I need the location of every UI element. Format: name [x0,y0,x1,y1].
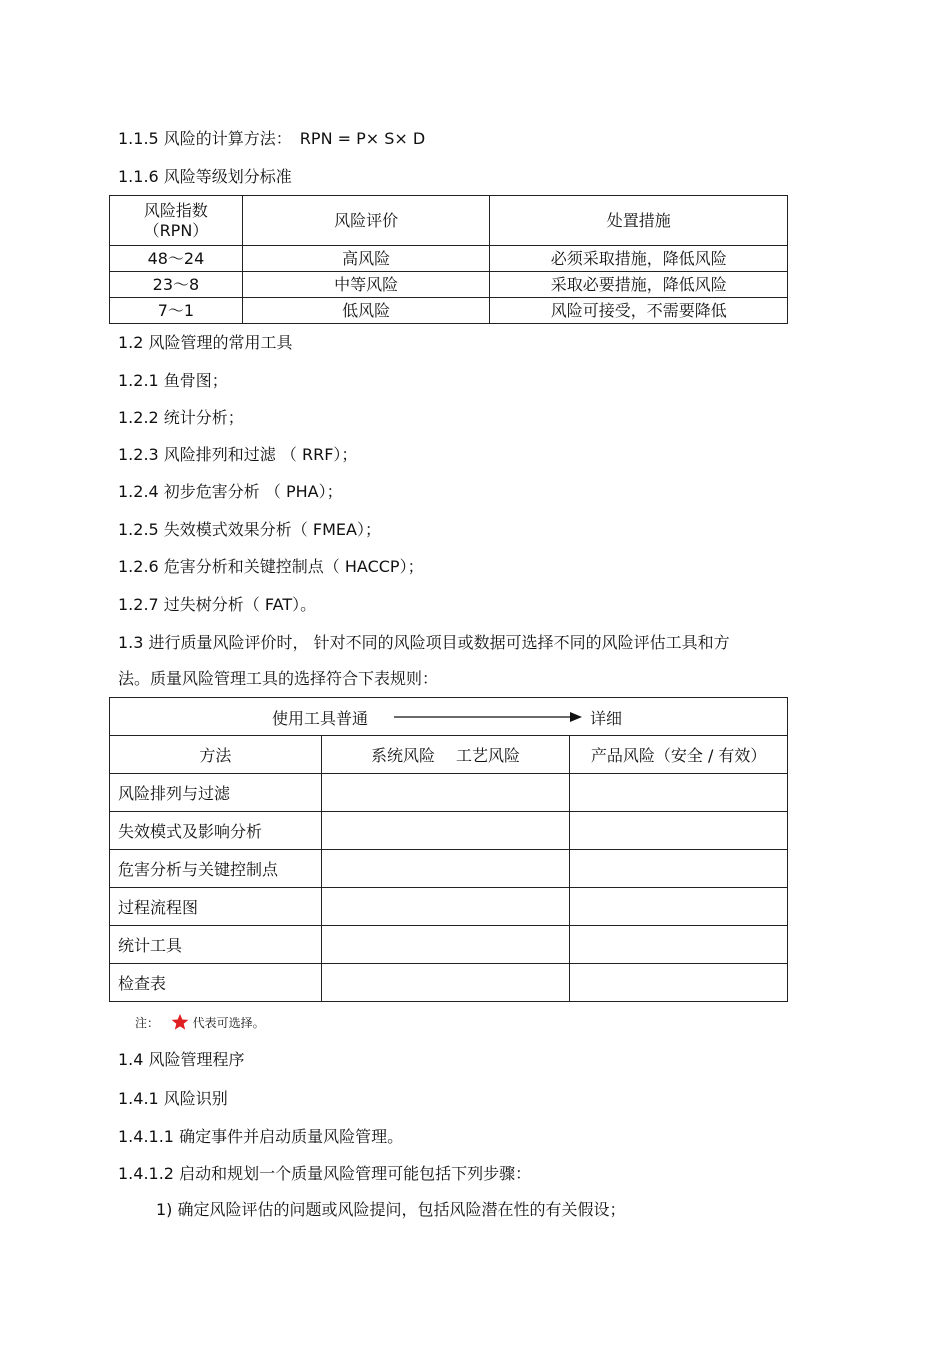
t1-cell: 采取必要措施，降低风险 [490,272,788,298]
line-1-2: 1.2 风险管理的常用工具 [118,333,293,352]
t2-cell [570,926,788,964]
t2-cell [321,812,570,850]
t1-header-evaluation: 风险评价 [242,196,490,246]
t2-cell [570,850,788,888]
t1-cell: 高风险 [242,246,490,272]
scale-header [110,698,788,736]
t2-method-cell: 风险排列与过滤 [110,774,322,812]
line-1-2-2: 1.2.2 统计分析； [118,408,244,427]
tool-selection-table [109,697,788,1002]
t2-method-cell: 过程流程图 [110,888,322,926]
t2-cell [321,888,570,926]
t2-cell [321,926,570,964]
line-1-2-5: 1.2.5 失效模式效果分析（ FMEA）； [118,520,381,539]
t2-cell [321,774,570,812]
t2-header-method: 方法 [110,736,322,774]
t2-cell [570,888,788,926]
line-1-1-6: 1.1.6 风险等级划分标准 [118,167,292,186]
line-1-4: 1.4 风险管理程序 [118,1050,245,1069]
note-text: 代表可选择。 [192,1016,265,1030]
t2-cell [321,964,570,1002]
scale-right-label: 详细 [590,709,623,728]
t1-cell: 风险可接受，不需要降低 [490,298,788,324]
t1-cell: 中等风险 [242,272,490,298]
line-1-1-5: 1.1.5 风险的计算方法： RPN = P× S× D [118,129,426,148]
t1-cell: 7～1 [110,298,243,324]
t2-method-cell: 危害分析与关键控制点 [110,850,322,888]
line-1-2-7: 1.2.7 过失树分析（ FAT）。 [118,595,317,614]
t2-header-product: 产品风险（安全 / 有效） [570,736,788,774]
line-1-2-4: 1.2.4 初步危害分析 （ PHA）； [118,482,343,501]
t1-header-measures: 处置措施 [490,196,788,246]
line-1-3a: 1.3 进行质量风险评价时， 针对不同的风险项目或数据可选择不同的风险评估工具和方 [118,633,730,652]
t1-header-rpn: 风险指数 （RPN） [110,196,243,246]
line-1-4-1-1: 1.4.1.1 确定事件并启动质量风险管理。 [118,1127,404,1146]
arrow-right-icon [394,711,584,723]
line-1-3b: 法。质量风险管理工具的选择符合下表规则： [118,669,439,688]
line-1-2-6: 1.2.6 危害分析和关键控制点（ HACCP）； [118,557,424,576]
note-prefix: 注： [135,1016,160,1030]
line-1-2-1: 1.2.1 鱼骨图； [118,371,228,390]
t1-cell: 必须采取措施，降低风险 [490,246,788,272]
t2-cell [570,812,788,850]
t1-cell: 23～8 [110,272,243,298]
t2-cell [321,850,570,888]
line-1-4-1-2: 1.4.1.2 启动和规划一个质量风险管理可能包括下列步骤： [118,1164,532,1183]
t2-cell [570,964,788,1002]
red-star-icon [171,1013,189,1031]
t2-cell [570,774,788,812]
risk-level-table [109,195,788,324]
scale-left-label: 使用工具普通 [272,709,369,728]
t2-header-system-process: 系统风险 工艺风险 [321,736,570,774]
t1-cell: 48～24 [110,246,243,272]
t1-cell: 低风险 [242,298,490,324]
t2-method-cell: 失效模式及影响分析 [110,812,322,850]
line-1-4-1: 1.4.1 风险识别 [118,1089,228,1108]
table-note [135,1012,265,1034]
list-item-1: 1) 确定风险评估的问题或风险提问，包括风险潜在性的有关假设； [156,1200,626,1219]
t2-method-cell: 统计工具 [110,926,322,964]
t2-method-cell: 检查表 [110,964,322,1002]
line-1-2-3: 1.2.3 风险排列和过滤 （ RRF）； [118,445,358,464]
